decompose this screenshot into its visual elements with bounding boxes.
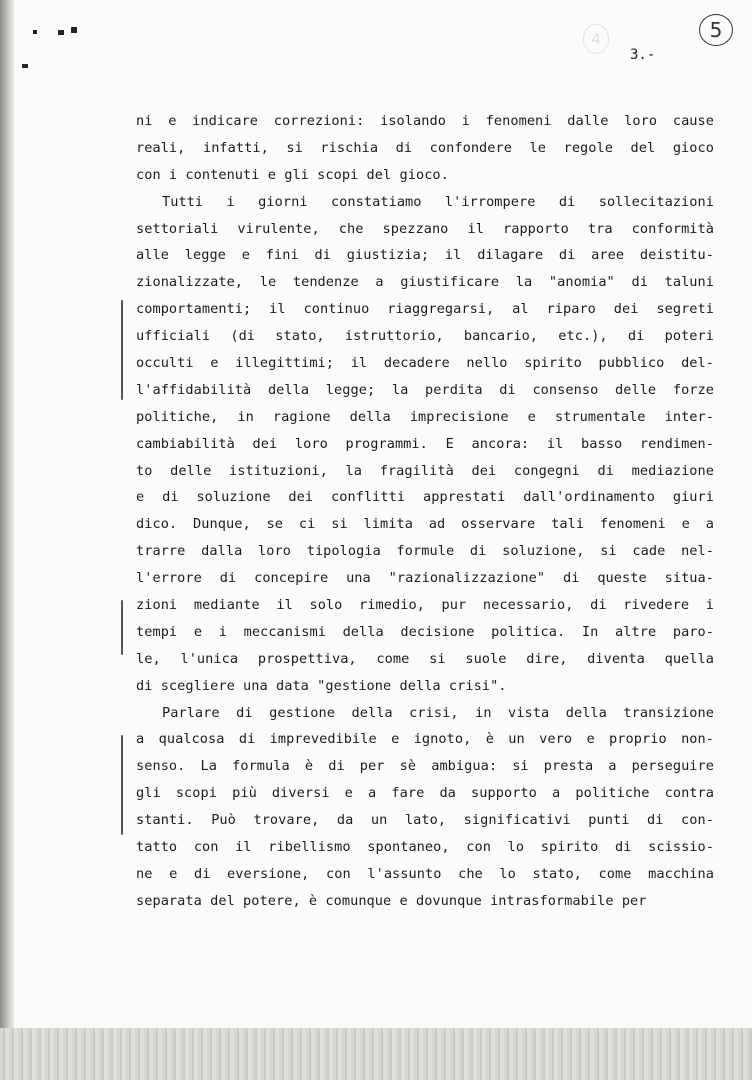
text-line: politiche, in ragione della imprecisione e strumentale inter- <box>136 408 714 425</box>
stamp-number: 5 <box>709 18 723 42</box>
text-line: comportamenti; il continuo riaggregarsi, al riparo dei segreti <box>136 301 714 318</box>
margin-annotation-mark <box>121 735 123 835</box>
text-line: Tutti i giorni constatiamo l'irrompere di sollecitazioni <box>162 193 714 210</box>
text-line: stanti. Può trovare, da un lato, significativi punti di con- <box>136 812 714 829</box>
text-line: dico. Dunque, se ci si limita ad osservare tali fenomeni e a <box>136 516 714 533</box>
text-line: le, l'unica prospettiva, come si suole dire, diventa quella <box>136 650 714 667</box>
document-body <box>136 108 714 915</box>
text-line: con i contenuti e gli scopi del gioco. <box>136 166 449 183</box>
margin-annotation-mark <box>121 300 123 400</box>
text-line: occulti e illegittimi; il decadere nello spirito pubblico del- <box>136 355 714 372</box>
scan-left-edge <box>0 0 14 1080</box>
scan-speck <box>33 30 37 34</box>
text-line: alle legge e fini di giustizia; il dilagare di aree deistitu- <box>136 247 714 264</box>
text-line: cambiabilità dei loro programmi. E ancora: il basso rendimen- <box>136 435 714 452</box>
text-line: separata del potere, è comunque e dovunque intrasformabile per <box>136 892 647 909</box>
text-line: zioni mediante il solo rimedio, pur necessario, di rivedere i <box>136 597 714 614</box>
text-line: a qualcosa di imprevedibile e ignoto, è un vero e proprio non- <box>136 731 714 748</box>
text-line: ni e indicare correzioni: isolando i fenomeni dalle loro cause <box>136 113 714 129</box>
faint-page-stamp <box>583 24 609 54</box>
text-line: gli scopi più diversi e a fare da supporto a politiche contra <box>136 785 714 802</box>
text-line: to delle istituzioni, la fragilità dei congegni di mediazione <box>136 462 714 479</box>
text-line: settoriali virulente, che spezzano il rapporto tra conformità <box>136 220 714 237</box>
text-line: ufficiali (di stato, istruttorio, bancario, etc.), di poteri <box>136 328 714 345</box>
text-line: reali, infatti, si rischia di confondere le regole del gioco <box>136 139 714 156</box>
text-line: l'affidabilità della legge; la perdita di consenso delle forze <box>136 381 714 398</box>
text-line: zionalizzate, le tendenze a giustificare la "anomia" di taluni <box>136 274 714 291</box>
text-line: tatto con il ribellismo spontaneo, con lo spirito di scissio- <box>136 839 714 856</box>
scan-speck <box>71 27 77 33</box>
page-stamp <box>699 14 733 46</box>
text-line: Parlare di gestione della crisi, in vista della transizione <box>162 704 714 721</box>
scan-speck <box>58 30 64 35</box>
scan-bottom-edge <box>0 1028 752 1080</box>
text-line: senso. La formula è di per sè ambigua: si presta a perseguire <box>136 758 714 775</box>
text-line: e di soluzione dei conflitti apprestati dall'ordinamento giuri <box>136 489 714 506</box>
page-number: 3.- <box>630 47 656 63</box>
scan-speck <box>22 64 28 68</box>
text-line: trarre dalla loro tipologia formule di soluzione, si cade nel- <box>136 543 714 560</box>
text-line: ne e di eversione, con l'assunto che lo stato, come macchina <box>136 865 714 882</box>
text-line: tempi e i meccanismi della decisione politica. In altre paro- <box>136 623 714 640</box>
margin-annotation-mark <box>121 600 123 655</box>
faint-stamp-number: 4 <box>591 30 601 48</box>
text-line: di scegliere una data "gestione della crisi". <box>136 677 507 694</box>
text-line: l'errore di concepire una "razionalizzazione" di queste situa- <box>136 570 714 587</box>
